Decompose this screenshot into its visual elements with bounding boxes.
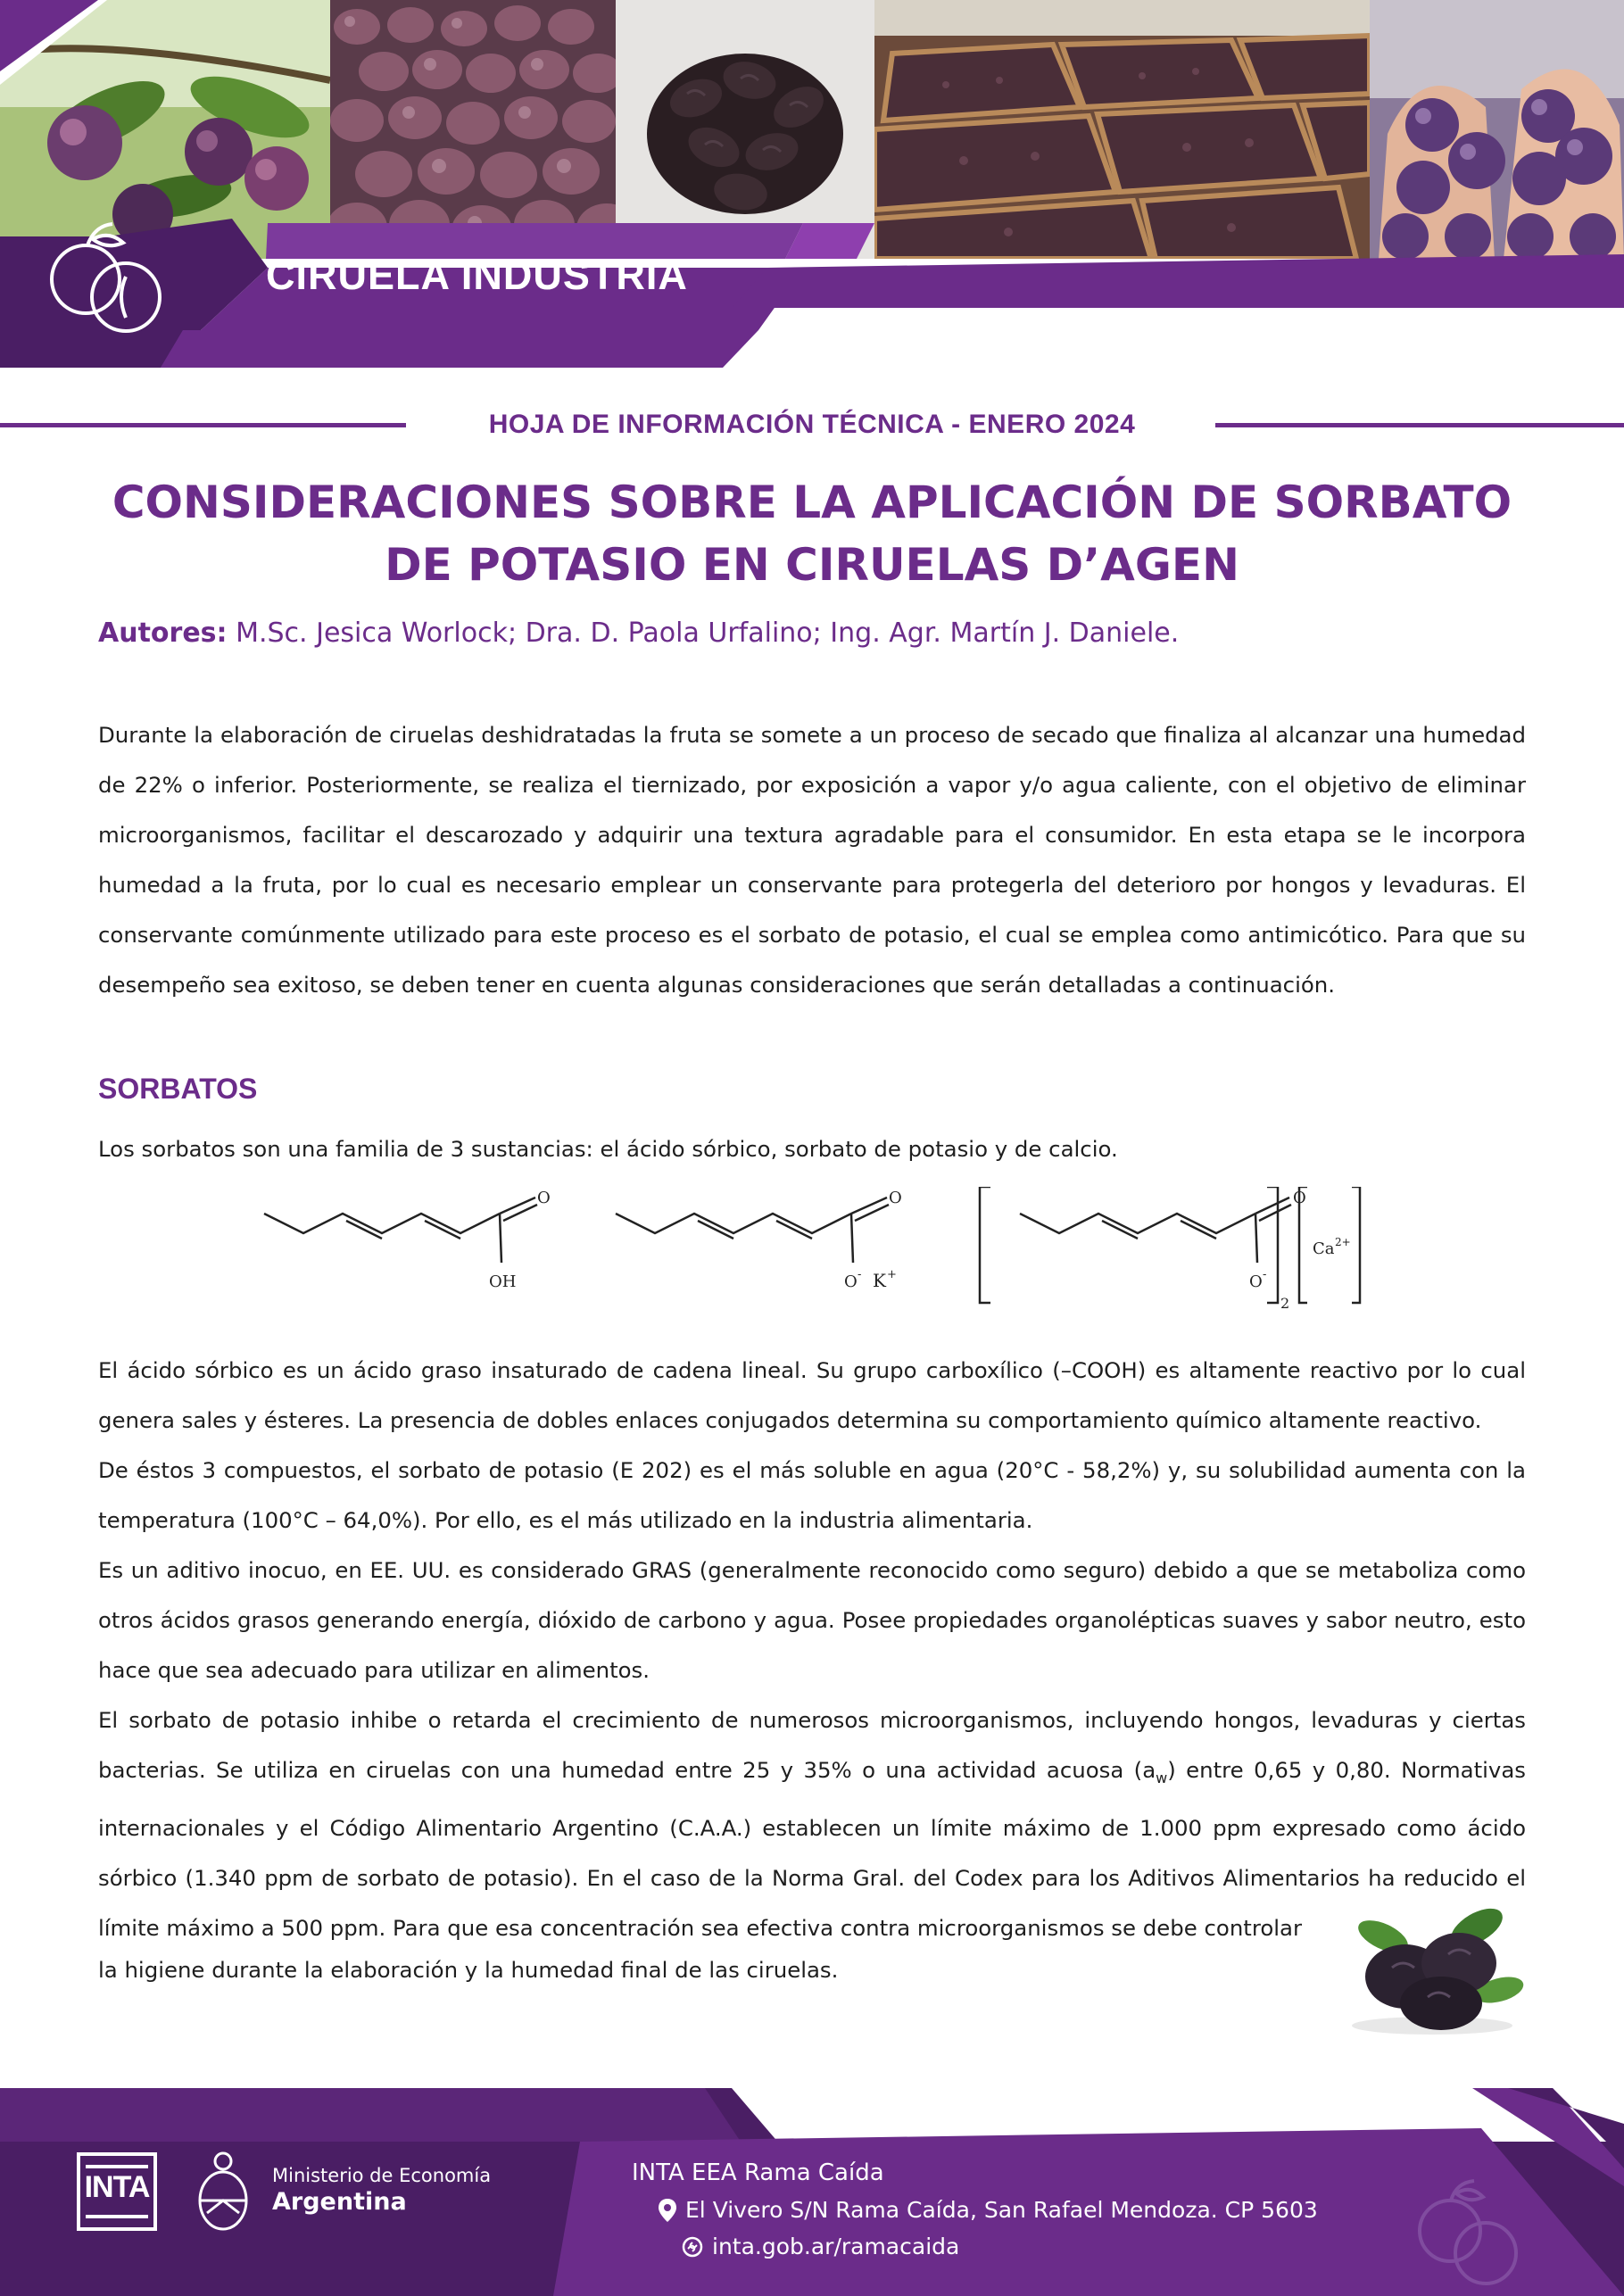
page-title-line1: CONSIDERACIONES SOBRE LA APLICACIÓN DE SORBATO — [112, 477, 1512, 528]
plum-logo-icon — [41, 212, 175, 337]
authors-label: Autores: — [98, 618, 228, 649]
sorbatos-paragraph-4-a: El sorbato de potasio inhibe o retarda el crecimiento de numerosos microorganismos, incluyendo hongos, levaduras y ciertas bacterias. Se utiliza en ciruelas con una humedad entre 25 y 35% o una actividad acuosa (a — [98, 1707, 1526, 1783]
station-name: INTA EEA Rama Caída — [632, 2159, 884, 2186]
intro-paragraph: Durante la elaboración de ciruelas deshidratadas la fruta se somete a un proceso de secado que finaliza al alcanzar una humedad de 22% o inferior. Posteriormente, se realiza el tiernizado, por exposición a vapor y/o agua caliente, con el objetivo de eliminar microorganismos, facilitar el descarozado y adquirir una textura agradable para el consumidor. En esta etapa se le incorpora humedad a la fruta, por lo cual es necesario emplear un conservante para protegerla del deterioro por hongos y levaduras. El conservante comúnmente utilizado para este proceso es el sorbato de potasio, el cual se emplea como antimicótico. Para que su desempeño sea exitoso, se deben tener en cuenta algunas consideraciones que serán detalladas a continuación. — [98, 722, 1526, 998]
chem-label-subscript-2: 2 — [1280, 1295, 1290, 1312]
authors — [98, 618, 1179, 649]
water-activity-subscript: w — [1156, 1769, 1168, 1786]
chem-label-plus: + — [887, 1268, 897, 1281]
contact-info — [632, 2159, 1318, 2259]
chem-label-o-3b: O — [1249, 1272, 1263, 1291]
chem-label-k: K — [873, 1270, 886, 1291]
header-banner — [0, 0, 1624, 375]
chem-label-oh: OH — [489, 1272, 517, 1291]
footer-plum-icon — [1410, 2168, 1526, 2293]
location-pin-icon — [659, 2199, 676, 2222]
sorbatos-paragraph-4 — [98, 1695, 1526, 1953]
inta-logo — [77, 2152, 157, 2231]
section-heading-sorbatos: SORBATOS — [98, 1073, 258, 1105]
sheet-label: HOJA DE INFORMACIÓN TÉCNICA - ENERO 2024 — [488, 410, 1136, 439]
sorbatos-paragraph-1: El ácido sórbico es un ácido graso insaturado de cadena lineal. Su grupo carboxílico (–COOH) es altamente reactivo por lo cual genera sales y ésteres. La presencia de dobles enlaces conjugados determina su comportamiento químico altamente reactivo. — [98, 1357, 1526, 1433]
prunes-illustration — [1343, 1892, 1530, 2039]
sorbatos-paragraph-2: De éstos 3 compuestos, el sorbato de potasio (E 202) es el más soluble en agua (20°C - 58,2%) y, su solubilidad aumenta con la temperatura (100°C – 64,0%). Por ello, es el más utilizado en la industria alimentaria. — [98, 1457, 1526, 1533]
brand-title: CIRUELA INDUSTRIA — [266, 253, 688, 298]
ministry-line2: Argentina — [272, 2188, 407, 2216]
page-title-line2: DE POTASIO EN CIRUELAS D’AGEN — [385, 539, 1239, 591]
sorbatos-paragraph-3: Es un aditivo inocuo, en EE. UU. es considerado GRAS (generalmente reconocido como seguro) debido a que se metaboliza como otros ácidos grasos generando energía, dióxido de carbono y agua. Posee propiedades organolépticas suaves y sabor neutro, esto hace que sea adecuado para utilizar en alimentos. — [98, 1557, 1526, 1683]
inta-logo-text: INTA — [84, 2170, 150, 2204]
chem-label-minus-2: - — [1263, 1268, 1267, 1281]
ministry-logo — [272, 2165, 491, 2216]
ministry-line1: Ministerio de Economía — [272, 2165, 492, 2186]
sorbatos-paragraph-4-b: ) entre 0,65 y 0,80. Normativas internacionales y el Código Alimentario Argentino (C.A.A.) establecen un límite máximo de 1.000 ppm expresado como ácido sórbico (1.340 ppm de sorbato de potasio). En el caso de la Norma Gral. del Codex para los Aditivos Alimentarios ha reducido el límite máximo a 500 ppm. Para que esa concentración sea efectiva contra microorganismos se debe controlar — [98, 1757, 1526, 1941]
chem-label-o-3: O — [1293, 1189, 1306, 1207]
address-row — [659, 2197, 1318, 2223]
header-ribbon — [0, 0, 1624, 375]
address-text: El Vivero S/N Rama Caída, San Rafael Mendoza. CP 5603 — [685, 2197, 1318, 2223]
footer — [0, 2088, 1624, 2296]
chem-label-o-1: O — [537, 1189, 551, 1207]
chem-label-ca-charge: 2+ — [1335, 1236, 1351, 1248]
sorbatos-paragraph-4-end: la higiene durante la elaboración y la humedad final de las ciruelas. — [98, 1957, 839, 1983]
page-title — [98, 471, 1526, 596]
website-row[interactable] — [682, 2234, 1318, 2259]
argentina-seal-icon — [195, 2149, 252, 2234]
authors-names: M.Sc. Jesica Worlock; Dra. D. Paola Urfalino; Ing. Agr. Martín J. Daniele. — [236, 618, 1180, 649]
chem-label-minus-1: - — [858, 1268, 862, 1281]
website-link[interactable]: inta.gob.ar/ramacaida — [712, 2234, 960, 2259]
chem-label-ca: Ca — [1313, 1239, 1335, 1258]
chem-label-o-minus: O — [844, 1272, 858, 1291]
chem-label-o-2: O — [889, 1189, 902, 1207]
chemical-structures — [250, 1187, 1392, 1330]
link-globe-icon — [682, 2236, 703, 2258]
sorbatos-lead: Los sorbatos son una familia de 3 sustancias: el ácido sórbico, sorbato de potasio y de calcio. — [98, 1136, 1118, 1162]
